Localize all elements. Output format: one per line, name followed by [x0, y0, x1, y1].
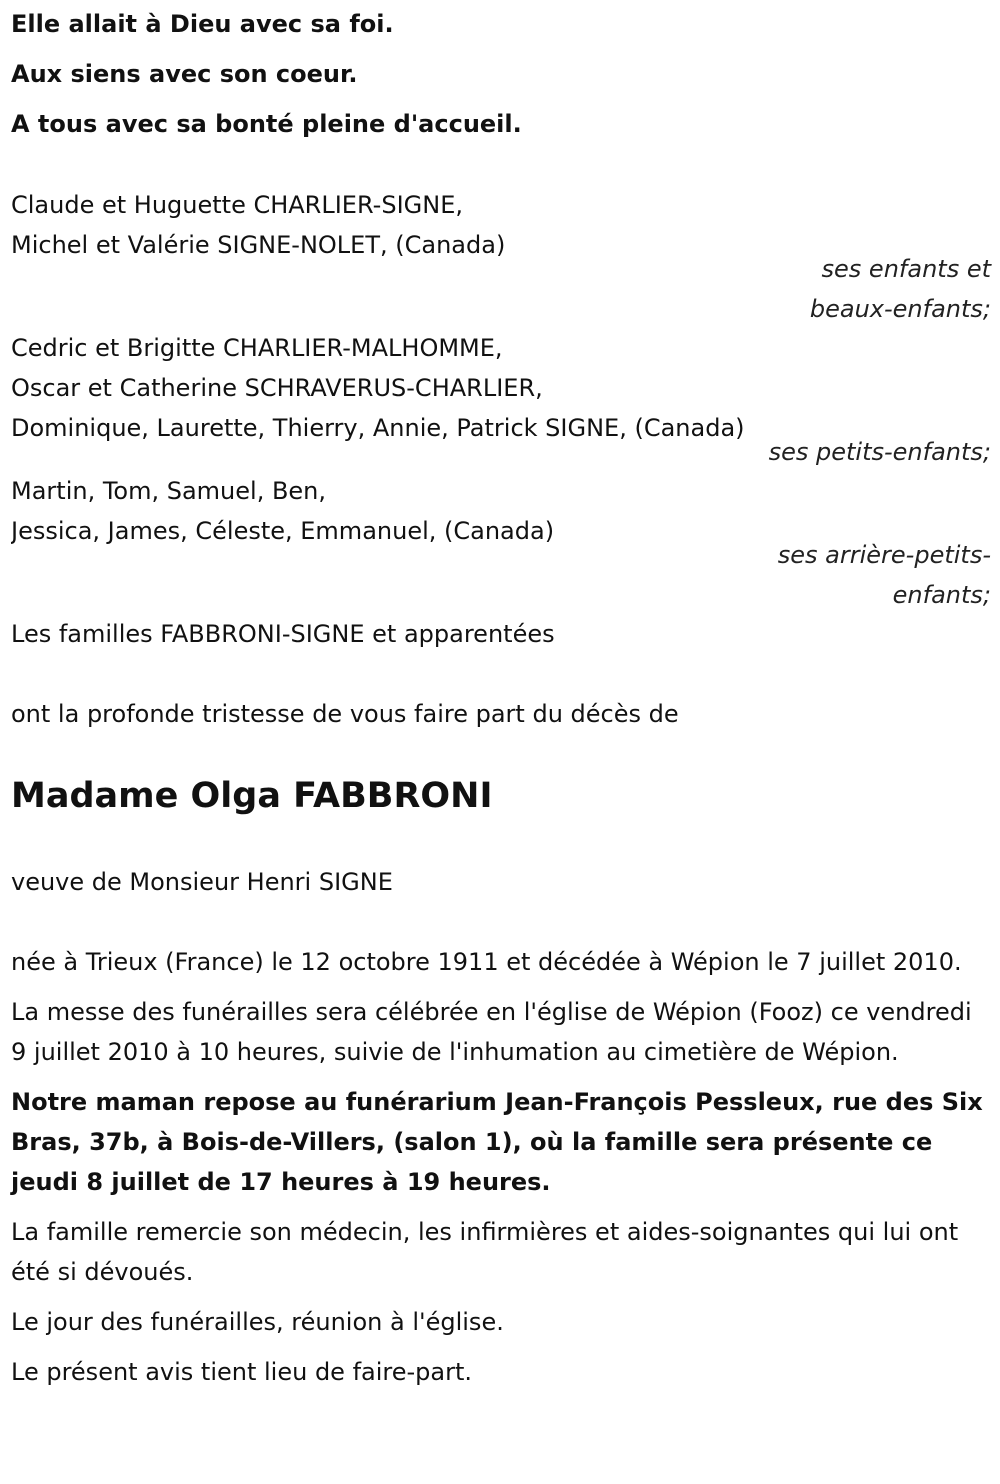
great-grandchildren-name-2: Jessica, James, Céleste, Emmanuel, (Canada)	[11, 517, 555, 545]
children-relation-2: beaux-enfants;	[809, 295, 991, 323]
gathering-paragraph: Le jour des funérailles, réunion à l'église.	[11, 1308, 504, 1336]
deceased-name: Madame Olga FABBRONI	[11, 776, 493, 816]
funeral-home-paragraph: Notre maman repose au funérarium Jean-François Pessleux, rue des Six Bras, 37b, à Bois-de-Villers, (salon 1), où la famille sera présente ce jeudi 8 juillet de 17 heures à 19 heures.	[11, 1088, 983, 1196]
motto-line-2: Aux siens avec son coeur.	[11, 60, 358, 88]
grandchildren-name-2: Oscar et Catherine SCHRAVERUS-CHARLIER,	[11, 374, 543, 402]
thanks-paragraph: La famille remercie son médecin, les infirmières et aides-soignantes qui lui ont été si dévoués.	[11, 1218, 959, 1286]
grandchildren-name-1: Cedric et Brigitte CHARLIER-MALHOMME,	[11, 334, 503, 362]
families-line: Les familles FABBRONI-SIGNE et apparentées	[11, 620, 555, 648]
notice-paragraph: Le présent avis tient lieu de faire-part.	[11, 1358, 473, 1386]
mass-paragraph: La messe des funérailles sera célébrée en l'église de Wépion (Fooz) ce vendredi 9 juillet 2010 à 10 heures, suivie de l'inhumation au cimetière de Wépion.	[11, 998, 972, 1066]
details	[11, 942, 991, 1392]
children-name-2: Michel et Valérie SIGNE-NOLET, (Canada)	[11, 231, 506, 259]
announcement-line: ont la profonde tristesse de vous faire part du décès de	[11, 700, 679, 728]
great-grandchildren-relation-1: ses arrière-petits-	[777, 541, 991, 569]
great-grandchildren-relation-2: enfants;	[892, 581, 991, 609]
children-name-1: Claude et Huguette CHARLIER-SIGNE,	[11, 191, 463, 219]
birth-death-paragraph: née à Trieux (France) le 12 octobre 1911 et décédée à Wépion le 7 juillet 2010.	[11, 948, 962, 976]
motto-line-3: A tous avec sa bonté pleine d'accueil.	[11, 110, 522, 138]
motto-line-1: Elle allait à Dieu avec sa foi.	[11, 10, 394, 38]
widow-of-line: veuve de Monsieur Henri SIGNE	[11, 868, 393, 896]
children-relation-1: ses enfants et	[821, 255, 991, 283]
grandchildren-name-3: Dominique, Laurette, Thierry, Annie, Patrick SIGNE, (Canada)	[11, 414, 745, 442]
grandchildren-relation: ses petits-enfants;	[768, 438, 991, 466]
great-grandchildren-name-1: Martin, Tom, Samuel, Ben,	[11, 477, 327, 505]
